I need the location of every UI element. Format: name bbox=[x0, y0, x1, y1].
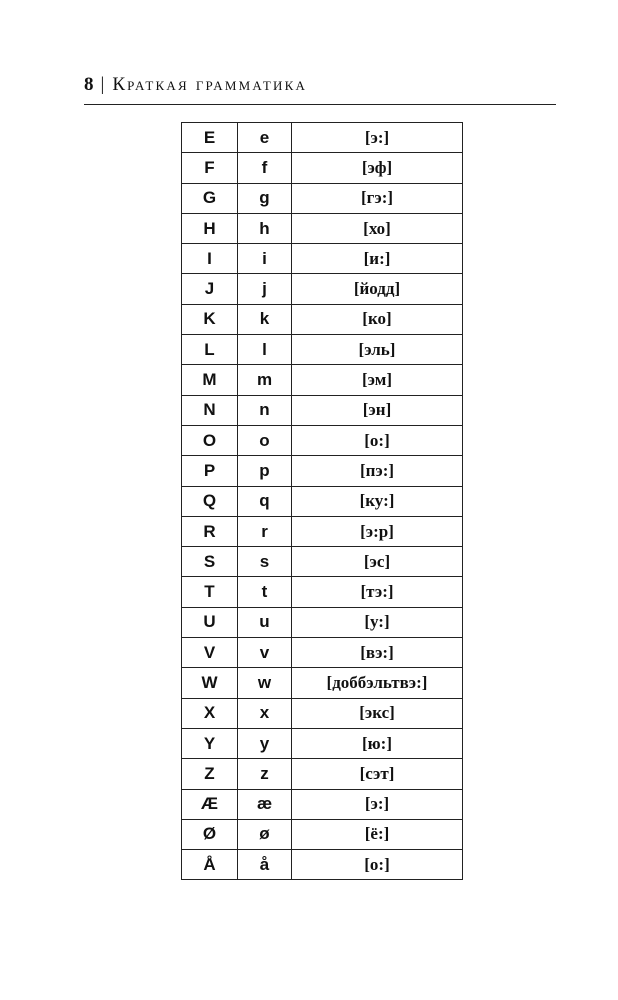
uppercase-letter-cell: Ø bbox=[182, 819, 238, 849]
pronunciation-cell: [доббэльтвэ:] bbox=[292, 668, 463, 698]
pronunciation-cell: [йодд] bbox=[292, 274, 463, 304]
table-row bbox=[182, 577, 463, 607]
lowercase-letter-cell: j bbox=[238, 274, 292, 304]
pronunciation-cell: [о:] bbox=[292, 425, 463, 455]
table-row bbox=[182, 850, 463, 880]
table-row bbox=[182, 335, 463, 365]
pronunciation-cell: [о:] bbox=[292, 850, 463, 880]
table-row bbox=[182, 789, 463, 819]
pronunciation-cell: [эль] bbox=[292, 335, 463, 365]
lowercase-letter-cell: x bbox=[238, 698, 292, 728]
lowercase-letter-cell: w bbox=[238, 668, 292, 698]
pronunciation-cell: [эс] bbox=[292, 547, 463, 577]
lowercase-letter-cell: k bbox=[238, 304, 292, 334]
pronunciation-cell: [и:] bbox=[292, 244, 463, 274]
lowercase-letter-cell: m bbox=[238, 365, 292, 395]
pronunciation-cell: [эф] bbox=[292, 153, 463, 183]
table-row bbox=[182, 698, 463, 728]
uppercase-letter-cell: K bbox=[182, 304, 238, 334]
pronunciation-cell: [э:р] bbox=[292, 516, 463, 546]
uppercase-letter-cell: G bbox=[182, 183, 238, 213]
lowercase-letter-cell: g bbox=[238, 183, 292, 213]
lowercase-letter-cell: q bbox=[238, 486, 292, 516]
alphabet-table bbox=[181, 122, 463, 880]
table-row bbox=[182, 668, 463, 698]
pronunciation-cell: [экс] bbox=[292, 698, 463, 728]
lowercase-letter-cell: y bbox=[238, 728, 292, 758]
lowercase-letter-cell: t bbox=[238, 577, 292, 607]
running-header bbox=[84, 74, 307, 104]
table-row bbox=[182, 547, 463, 577]
uppercase-letter-cell: V bbox=[182, 638, 238, 668]
pronunciation-cell: [хо] bbox=[292, 213, 463, 243]
pronunciation-cell: [вэ:] bbox=[292, 638, 463, 668]
uppercase-letter-cell: F bbox=[182, 153, 238, 183]
pronunciation-cell: [гэ:] bbox=[292, 183, 463, 213]
table-row bbox=[182, 213, 463, 243]
table-row bbox=[182, 183, 463, 213]
pronunciation-cell: [ё:] bbox=[292, 819, 463, 849]
pronunciation-cell: [э:] bbox=[292, 123, 463, 153]
uppercase-letter-cell: Æ bbox=[182, 789, 238, 819]
lowercase-letter-cell: o bbox=[238, 425, 292, 455]
table-row bbox=[182, 486, 463, 516]
pronunciation-cell: [ку:] bbox=[292, 486, 463, 516]
lowercase-letter-cell: å bbox=[238, 850, 292, 880]
header-separator: | bbox=[100, 74, 105, 95]
lowercase-letter-cell: v bbox=[238, 638, 292, 668]
table-row bbox=[182, 365, 463, 395]
uppercase-letter-cell: Y bbox=[182, 728, 238, 758]
pronunciation-cell: [ко] bbox=[292, 304, 463, 334]
uppercase-letter-cell: M bbox=[182, 365, 238, 395]
pronunciation-cell: [ю:] bbox=[292, 728, 463, 758]
lowercase-letter-cell: u bbox=[238, 607, 292, 637]
table-row bbox=[182, 516, 463, 546]
uppercase-letter-cell: J bbox=[182, 274, 238, 304]
pronunciation-cell: [тэ:] bbox=[292, 577, 463, 607]
section-title: Краткая грамматика bbox=[112, 74, 308, 95]
table-row bbox=[182, 728, 463, 758]
pronunciation-cell: [эм] bbox=[292, 365, 463, 395]
uppercase-letter-cell: P bbox=[182, 456, 238, 486]
uppercase-letter-cell: E bbox=[182, 123, 238, 153]
uppercase-letter-cell: S bbox=[182, 547, 238, 577]
pronunciation-cell: [э:] bbox=[292, 789, 463, 819]
lowercase-letter-cell: h bbox=[238, 213, 292, 243]
lowercase-letter-cell: ø bbox=[238, 819, 292, 849]
uppercase-letter-cell: Å bbox=[182, 850, 238, 880]
table-row bbox=[182, 395, 463, 425]
table-row bbox=[182, 759, 463, 789]
uppercase-letter-cell: L bbox=[182, 335, 238, 365]
table-row bbox=[182, 638, 463, 668]
uppercase-letter-cell: U bbox=[182, 607, 238, 637]
lowercase-letter-cell: f bbox=[238, 153, 292, 183]
table-row bbox=[182, 244, 463, 274]
uppercase-letter-cell: N bbox=[182, 395, 238, 425]
uppercase-letter-cell: H bbox=[182, 213, 238, 243]
pronunciation-cell: [эн] bbox=[292, 395, 463, 425]
alphabet-table-body bbox=[182, 123, 463, 880]
lowercase-letter-cell: s bbox=[238, 547, 292, 577]
uppercase-letter-cell: Z bbox=[182, 759, 238, 789]
lowercase-letter-cell: z bbox=[238, 759, 292, 789]
lowercase-letter-cell: l bbox=[238, 335, 292, 365]
lowercase-letter-cell: e bbox=[238, 123, 292, 153]
table-row bbox=[182, 425, 463, 455]
uppercase-letter-cell: O bbox=[182, 425, 238, 455]
pronunciation-cell: [сэт] bbox=[292, 759, 463, 789]
lowercase-letter-cell: p bbox=[238, 456, 292, 486]
table-row bbox=[182, 274, 463, 304]
lowercase-letter-cell: r bbox=[238, 516, 292, 546]
table-row bbox=[182, 123, 463, 153]
table-row bbox=[182, 819, 463, 849]
table-row bbox=[182, 304, 463, 334]
uppercase-letter-cell: Q bbox=[182, 486, 238, 516]
lowercase-letter-cell: n bbox=[238, 395, 292, 425]
uppercase-letter-cell: W bbox=[182, 668, 238, 698]
table-row bbox=[182, 456, 463, 486]
table-row bbox=[182, 607, 463, 637]
page-number: 8 bbox=[84, 74, 94, 95]
uppercase-letter-cell: I bbox=[182, 244, 238, 274]
uppercase-letter-cell: T bbox=[182, 577, 238, 607]
lowercase-letter-cell: i bbox=[238, 244, 292, 274]
header-rule bbox=[84, 104, 556, 105]
table-row bbox=[182, 153, 463, 183]
pronunciation-cell: [пэ:] bbox=[292, 456, 463, 486]
uppercase-letter-cell: X bbox=[182, 698, 238, 728]
pronunciation-cell: [у:] bbox=[292, 607, 463, 637]
uppercase-letter-cell: R bbox=[182, 516, 238, 546]
lowercase-letter-cell: æ bbox=[238, 789, 292, 819]
